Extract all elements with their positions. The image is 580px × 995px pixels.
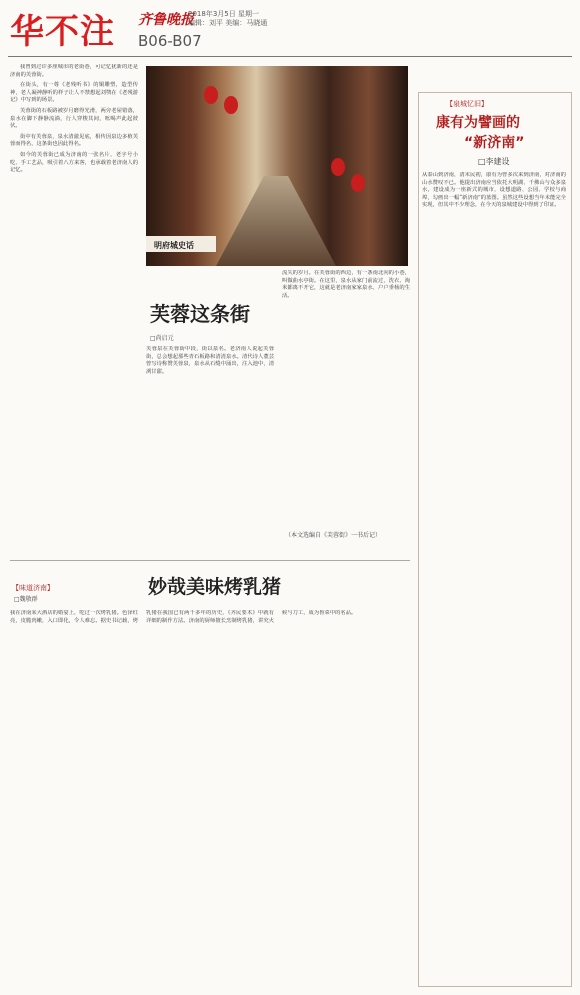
sidebar-body: 从泰山到济南，清末民初，康有为曾多次来到济南，对济南的山水赞叹不已。他提出济南应当依托大明湖、千佛山与众多泉水，建设成为一座新式的城市，设想道路、公园、学校与商埠，勾画出一幅“新济南”的蓝图。虽然这些设想当年未能完全实现，但其中不少理念，在今天的泉城建设中得到了印证。 — [422, 172, 566, 209]
paragraph: 我曾到过许多座城市的老街巷，可记忆犹新的还是济南的芙蓉街。 — [10, 64, 138, 78]
photo-caption: 明府城史话 — [154, 241, 194, 250]
paragraph: 芙蓉街的石板路被岁月磨得光滑，两旁老屋错落，泉水在脚下静静流淌，行人穿梭其间，吆喝声此起彼伏。 — [10, 107, 138, 130]
sidebar-title-line1: 康有为譬画的 — [436, 115, 520, 131]
column-tag: 【泉城忆旧】 — [446, 100, 488, 108]
article-author: □尚启元 — [150, 335, 174, 342]
article-body-left: 芙蓉泉在芙蓉街中段，街以泉名。老济南人说起芙蓉街，总会想起那些青石板路和清清泉水。清代诗人董芸曾写诗称赞芙蓉泉，泉水从石缝中涌出，注入池中，清冽甘甜。 — [146, 346, 274, 375]
page-range: B06-B07 — [138, 32, 202, 50]
column-tag: 【味道济南】 — [12, 584, 54, 592]
left-column-text — [10, 64, 138, 574]
lantern-icon — [331, 158, 345, 176]
article-author: □魏敬群 — [14, 596, 38, 603]
header-divider — [8, 56, 572, 57]
section-divider — [10, 560, 410, 561]
masthead — [0, 0, 580, 56]
section-title: 华不注 — [10, 12, 115, 52]
street-shape — [216, 176, 336, 266]
paragraph: 如今的芙蓉街已成为济南的一张名片，老字号小吃、手工艺品，吸引着八方来客，也承载着老济南人的记忆。 — [10, 151, 138, 174]
article-title: 芙蓉这条街 — [150, 302, 250, 326]
sidebar-title-line2: “新济南” — [464, 135, 525, 151]
article-title: 妙哉美味烤乳猪 — [148, 576, 282, 598]
paragraph: 在街头，有一尊《老残听书》的铜雕塑，造型传神，老人凝神静听的样子让人不禁想起刘鹗在《老残游记》中写到的场景。 — [10, 82, 138, 104]
article-body: 我在济南某大酒店的婚宴上，吃过一次烤乳猪。色泽红亮，皮脆肉嫩，入口即化，令人难忘。据史书记载，烤乳猪在我国已有两千多年的历史，《齐民要术》中就有详细的制作方法。济南的厨师擅长烹制烤乳猪，讲究火候与刀工，成为鲁菜中的名品。 — [10, 610, 357, 624]
paper-name-logo: 齐鲁晚报 — [138, 12, 194, 28]
sidebar-author: □李建设 — [478, 157, 510, 166]
issue-meta — [188, 10, 267, 28]
lantern-icon — [204, 86, 218, 104]
lantern-icon — [351, 174, 365, 192]
paragraph: 街中有芙蓉泉，泉水清澈见底，相传因泉边多植芙蓉而得名，这条街也因此得名。 — [10, 133, 138, 148]
lantern-icon — [224, 96, 238, 114]
article-source: （本文选编自《芙蓉街》一书后记） — [285, 532, 382, 539]
street-photo — [146, 66, 408, 266]
editor-line: 编辑：刘平 美编：马晓通 — [188, 19, 268, 27]
article-body-right: 流失的岁月。在芙蓉街的西边，有一条南北向的小巷，叫做曲水亭街。在这里，泉水从家门前流过，洗衣、淘米都离不开它，这就是老济南家家泉水、户户垂杨的生活。 — [282, 270, 410, 299]
date-line: 2018年3月5日 星期一 — [188, 10, 259, 18]
